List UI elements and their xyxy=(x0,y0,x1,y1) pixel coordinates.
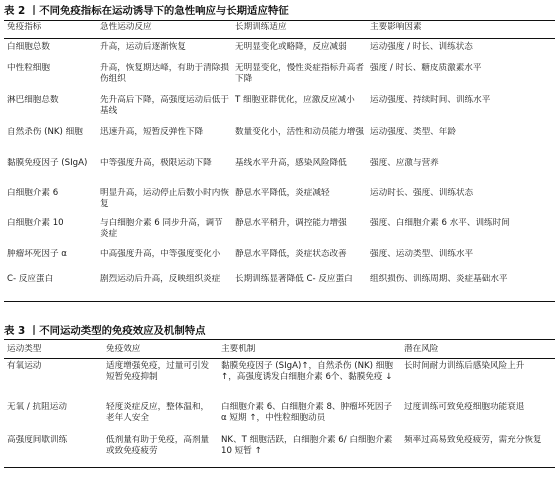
table2-cell: T 细胞亚群优化，应激反应减小 xyxy=(235,95,355,105)
table2-cell: 运动强度、持续时间、训练水平 xyxy=(370,95,491,105)
table2-cell: 无明显变化或略降，反应减弱 xyxy=(235,42,347,52)
table3-cell: 白细胞介素 6、白细胞介素 8、肿瘤坏死因子 α 短期 ↑，中性粒细胞动员 xyxy=(221,402,393,423)
table2-cell: 数量变化小，活性和动员能力增强 xyxy=(235,127,364,137)
table2-cell: 升高，恢复期达峰，有助于清除损伤组织 xyxy=(100,63,229,84)
table2-cell: 无明显变化，慢性炎症指标升高者下降 xyxy=(235,63,364,84)
table2-cell: 运动强度 / 时长、训练状态 xyxy=(370,42,473,52)
table2-cell: 静息水平降低，炎症状态改善 xyxy=(235,249,347,259)
table2-cell: C- 反应蛋白 xyxy=(7,274,54,284)
table2-bottom-rule xyxy=(4,301,555,302)
table3-cell: 有氧运动 xyxy=(7,361,42,371)
table2-caption: 表 2 丨不同免疫指标在运动诱导下的急性响应与长期适应特征 xyxy=(4,5,289,17)
table3-cell: 高强度间歇训练 xyxy=(7,435,68,445)
table3-cell: 长时间耐力训练后感染风险上升 xyxy=(404,361,525,371)
table3-cell: NK、T 细胞活跃，白细胞介素 6/ 白细胞介素 10 短暂 ↑ xyxy=(221,435,393,456)
table2-cell: 迅速升高，短暂反弹性下降 xyxy=(100,127,204,137)
table2-cell: 黏膜免疫因子 (SIgA) xyxy=(7,158,88,168)
table3-cell: 黏膜免疫因子 (SIgA)↑，自然杀伤 (NK) 细胞 ↑，高强度诱发白细胞介素 6个、黏膜免疫 ↓ xyxy=(221,361,393,382)
table2-cell: 静息水平稍升，调控能力增强 xyxy=(235,218,347,228)
table2-cell: 中高强度升高，中等强度变化小 xyxy=(100,249,221,259)
table2-cell: 强度、运动类型、训练水平 xyxy=(370,249,474,259)
table2-cell: 基线水平升高，感染风险降低 xyxy=(235,158,347,168)
table2 xyxy=(4,22,555,300)
table3-cell: 无氧 / 抗阻运动 xyxy=(7,402,67,412)
table2-row xyxy=(4,188,555,218)
table2-cell: 运动时长、强度、训练状态 xyxy=(370,188,474,198)
table3-header-cell: 主要机制 xyxy=(221,344,256,354)
table2-header-row xyxy=(4,22,555,38)
table2-cell: 静息水平降低，炎症减轻 xyxy=(235,188,330,198)
table2-cell: 白细胞介素 10 xyxy=(7,218,64,228)
table2-cell: 强度、白细胞介素 6 水平、训练时间 xyxy=(370,218,510,228)
table3-header-cell: 免疫效应 xyxy=(106,344,141,354)
table2-row xyxy=(4,38,555,63)
table2-cell: 中等强度升高，极限运动下降 xyxy=(100,158,212,168)
table2-header-cell: 主要影响因素 xyxy=(370,22,422,32)
table3-cell: 轻度炎症反应，整体温和，老年人安全 xyxy=(106,402,210,423)
table2-header-cell: 长期训练适应 xyxy=(235,22,287,32)
table2-cell: 先升高后下降，高强度运动后低于基线 xyxy=(100,95,229,116)
table2-row xyxy=(4,127,555,158)
table2-header-cell: 急性运动反应 xyxy=(100,22,152,32)
table3 xyxy=(4,344,555,465)
table2-cell: 白细胞总数 xyxy=(7,42,50,52)
table2-header-cell: 免疫指标 xyxy=(7,22,42,32)
table3-header-cell: 潜在风险 xyxy=(404,344,439,354)
table3-caption: 表 3 丨不同运动类型的免疫效应及机制特点 xyxy=(4,325,206,337)
table2-cell: 白细胞介素 6 xyxy=(7,188,59,198)
table2-cell: 强度、应激与营养 xyxy=(370,158,439,168)
table2-cell: 升高，运动后逐渐恢复 xyxy=(100,42,186,52)
table3-row xyxy=(4,435,555,465)
table3-header-row xyxy=(4,344,555,358)
table3-row xyxy=(4,402,555,435)
table2-cell: 剧烈运动后升高，反映组织炎症 xyxy=(100,274,221,284)
table2-cell: 与白细胞介素 6 同步升高，调节炎症 xyxy=(100,218,223,239)
table3-bottom-rule xyxy=(4,467,555,468)
table3-cell: 过度训练可致免疫细胞功能衰退 xyxy=(404,402,525,412)
table2-row xyxy=(4,218,555,249)
table2-cell: 自然杀伤 (NK) 细胞 xyxy=(7,127,83,137)
table2-cell: 运动强度、类型、年龄 xyxy=(370,127,456,137)
table2-row xyxy=(4,274,555,300)
table3-header-rule xyxy=(4,358,555,359)
table2-row xyxy=(4,95,555,127)
table3-cell: 适度增强免疫，过量可引发短暂免疫抑制 xyxy=(106,361,210,382)
table2-row xyxy=(4,63,555,95)
table3-cell: 频率过高易致免疫疲劳，需充分恢复 xyxy=(404,435,542,445)
table2-cell: 长期训练显著降低 C- 反应蛋白 xyxy=(235,274,353,284)
table2-cell: 组织损伤、训练周期、炎症基础水平 xyxy=(370,274,508,284)
table2-cell: 中性粒细胞 xyxy=(7,63,50,73)
table2-cell: 强度 / 时长、糖皮质激素水平 xyxy=(370,63,482,73)
table3-top-rule xyxy=(4,339,555,340)
table2-row xyxy=(4,249,555,274)
table3-cell: 低剂量有助于免疫，高剂量或致免疫疲劳 xyxy=(106,435,210,456)
table3-header-cell: 运动类型 xyxy=(7,344,42,354)
table2-header-rule xyxy=(4,38,555,39)
table2-cell: 肿瘤坏死因子 α xyxy=(7,249,67,259)
table3-row xyxy=(4,358,555,402)
table2-row xyxy=(4,158,555,188)
table2-cell: 明显升高，运动停止后数小时内恢复 xyxy=(100,188,229,209)
table2-cell: 淋巴细胞总数 xyxy=(7,95,59,105)
